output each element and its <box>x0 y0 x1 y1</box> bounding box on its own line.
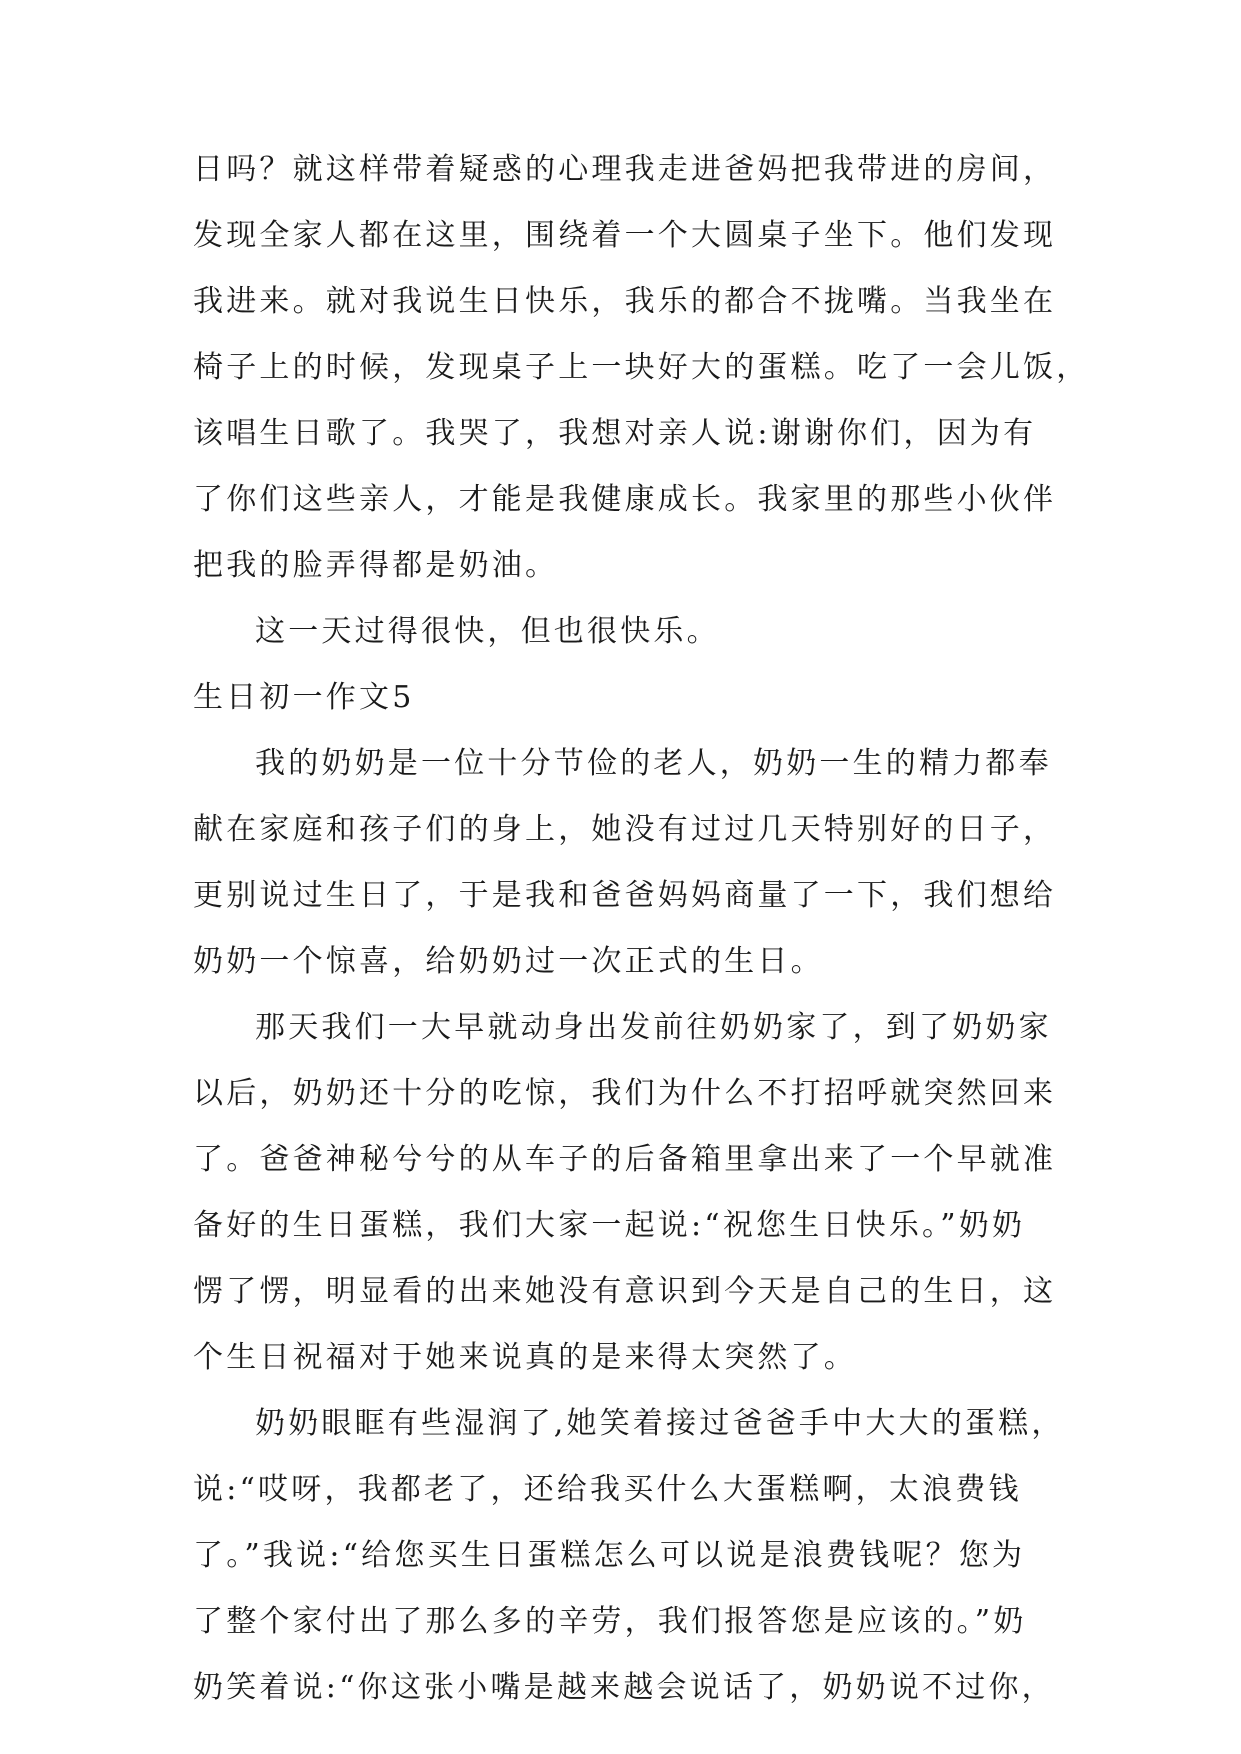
text-line: 日吗？就这样带着疑惑的心理我走进爸妈把我带进的房间， <box>193 152 1057 187</box>
paragraph-first-line: 奶奶眼眶有些湿润了,她笑着接过爸爸手中大大的蛋糕， <box>255 1406 1065 1441</box>
text-line: 备好的生日蛋糕，我们大家一起说:“祝您生日快乐。”奶奶 <box>193 1208 1026 1243</box>
paragraph-first-line: 那天我们一大早就动身出发前往奶奶家了，到了奶奶家 <box>255 1010 1052 1045</box>
paragraph-first-line: 这一天过得很快，但也很快乐。 <box>255 614 720 649</box>
text-line: 愣了愣，明显看的出来她没有意识到今天是自己的生日，这 <box>193 1274 1057 1309</box>
text-line: 献在家庭和孩子们的身上，她没有过过几天特别好的日子， <box>193 812 1057 847</box>
section-heading: 生日初一作文5 <box>193 680 415 715</box>
text-line: 了你们这些亲人，才能是我健康成长。我家里的那些小伙伴 <box>193 482 1057 517</box>
text-line: 发现全家人都在这里，围绕着一个大圆桌子坐下。他们发现 <box>193 218 1057 253</box>
text-line: 我进来。就对我说生日快乐，我乐的都合不拢嘴。当我坐在 <box>193 284 1057 319</box>
text-line: 个生日祝福对于她来说真的是来得太突然了。 <box>193 1340 857 1375</box>
text-line: 把我的脸弄得都是奶油。 <box>193 548 559 583</box>
text-line: 了整个家付出了那么多的辛劳，我们报答您是应该的。”奶 <box>193 1604 1027 1639</box>
text-line: 奶笑着说:“你这张小嘴是越来越会说话了，奶奶说不过你， <box>193 1670 1055 1705</box>
text-line: 奶奶一个惊喜，给奶奶过一次正式的生日。 <box>193 944 824 979</box>
text-line: 了。”我说:“给您买生日蛋糕怎么可以说是浪费钱呢？您为 <box>193 1538 1026 1573</box>
text-line: 说:“哎呀，我都老了，还给我买什么大蛋糕啊，太浪费钱 <box>193 1472 1022 1507</box>
text-line: 了。爸爸神秘兮兮的从车子的后备箱里拿出来了一个早就准 <box>193 1142 1057 1177</box>
text-line: 以后，奶奶还十分的吃惊，我们为什么不打招呼就突然回来 <box>193 1076 1057 1111</box>
text-line: 更别说过生日了，于是我和爸爸妈妈商量了一下，我们想给 <box>193 878 1057 913</box>
text-line: 该唱生日歌了。我哭了，我想对亲人说:谢谢你们，因为有 <box>193 416 1037 451</box>
paragraph-first-line: 我的奶奶是一位十分节俭的老人，奶奶一生的精力都奉 <box>255 746 1052 781</box>
text-line: 椅子上的时候，发现桌子上一块好大的蛋糕。吃了一会儿饭， <box>193 350 1090 385</box>
